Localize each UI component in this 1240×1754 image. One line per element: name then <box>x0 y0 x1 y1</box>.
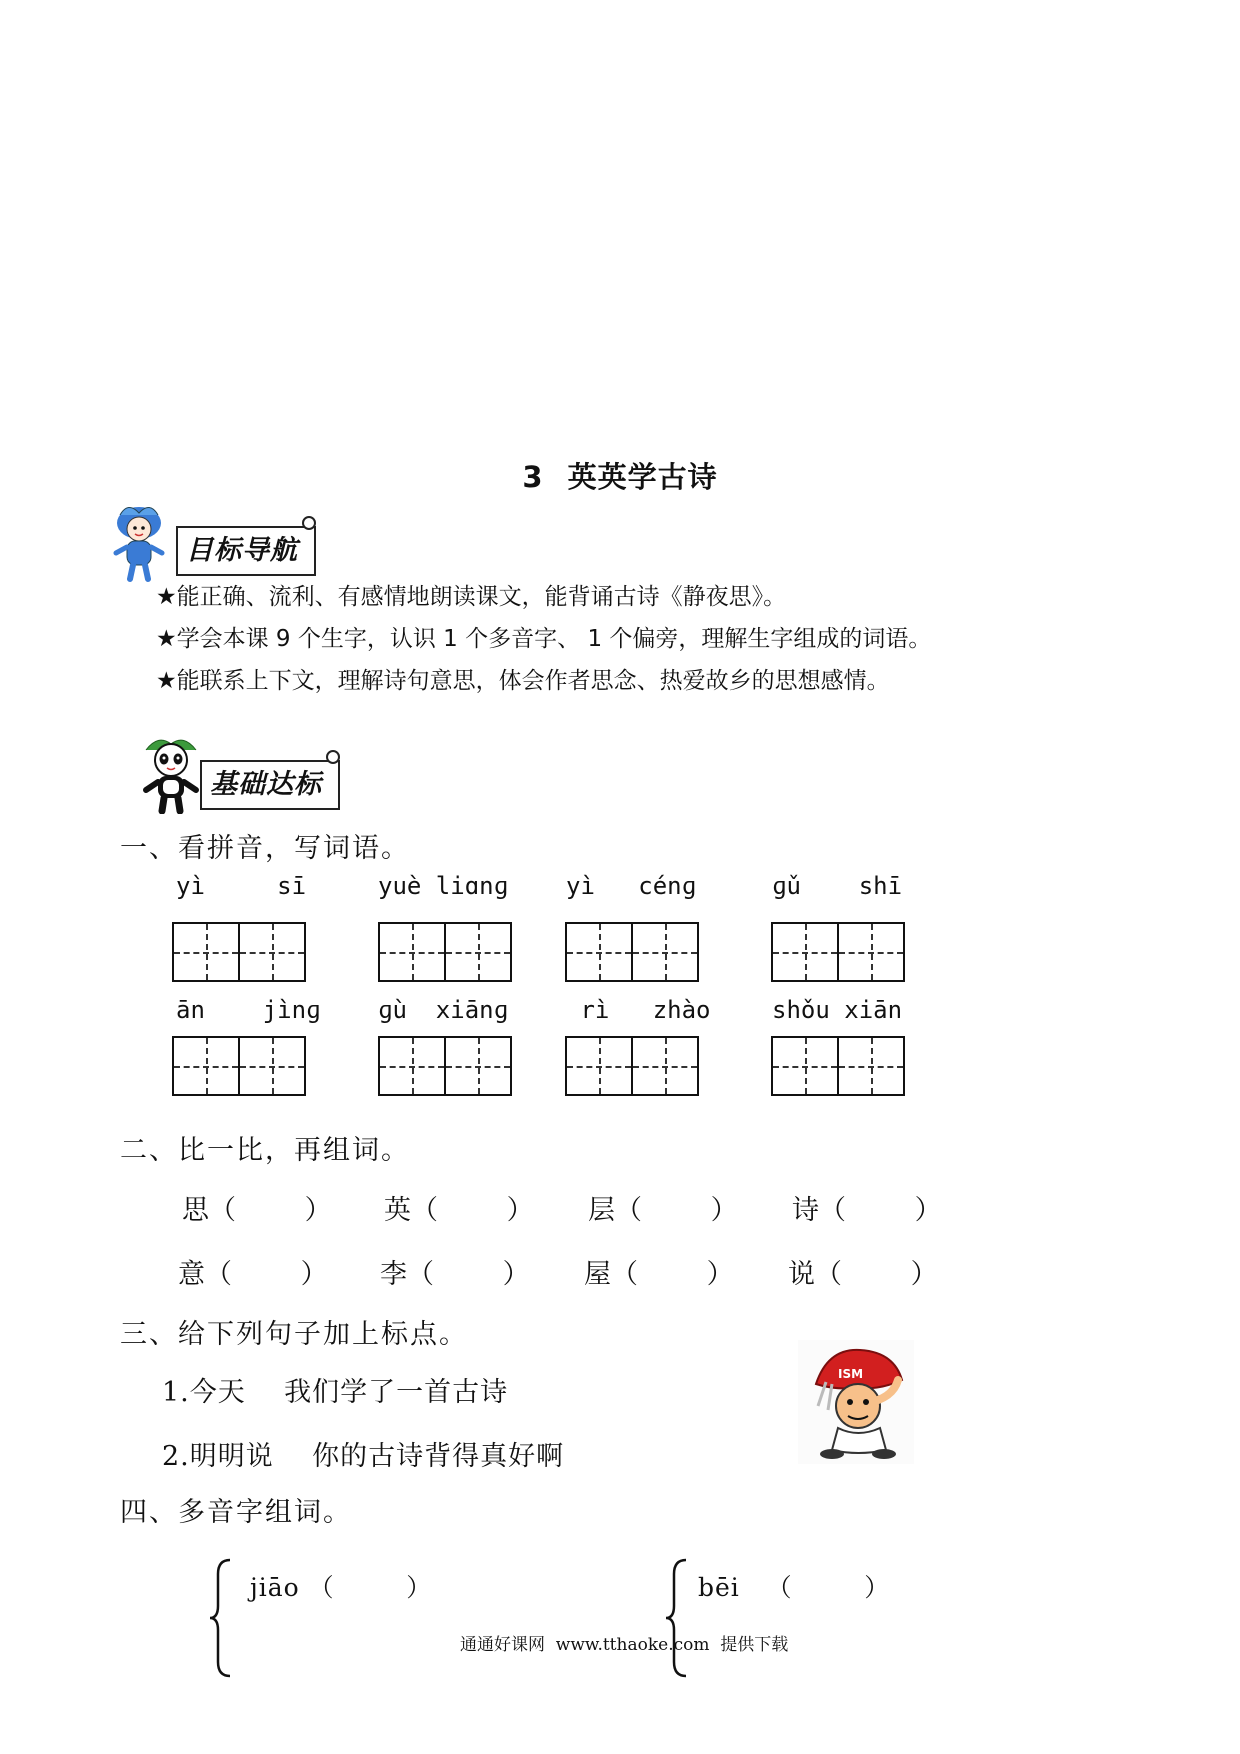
goals-mascot-icon <box>108 503 170 583</box>
pinyin-label: ɡǔ shī <box>772 872 903 900</box>
goals-banner <box>176 526 316 576</box>
basics-banner <box>200 760 340 810</box>
footer-watermark: 通通好课网 www.tthaoke.com 提供下载 <box>460 1635 789 1655</box>
writing-grid[interactable] <box>771 922 905 982</box>
pinyin-label: yuè liɑnɡ <box>378 872 509 900</box>
goal-item-2: ★学会本课 9 个生字，认识 1 个多音字、 1 个偏旁，理解生字组成的词语。 <box>156 626 932 652</box>
sentence-1: 1.今天 我们学了一首古诗 <box>162 1377 509 1408</box>
pinyin-label: yì cénɡ <box>566 872 697 900</box>
sentence-2: 2.明明说 你的古诗背得真好啊 <box>162 1441 565 1472</box>
q2-heading: 二、比一比，再组词。 <box>120 1135 410 1166</box>
q4-heading: 四、多音字组词。 <box>120 1497 352 1528</box>
pinyin-label: ɡù xiānɡ <box>378 996 509 1024</box>
lesson-title: 英英学古诗 <box>567 460 718 494</box>
writing-grid[interactable] <box>565 1036 699 1096</box>
writing-grid[interactable] <box>172 1036 306 1096</box>
svg-text:ISM: ISM <box>838 1367 864 1381</box>
compare-item: 意（ ） <box>178 1259 328 1290</box>
compare-item: 层（ ） <box>588 1195 738 1226</box>
compare-item: 说（ ） <box>788 1259 938 1290</box>
pinyin-label: ān jìnɡ <box>176 996 321 1024</box>
goal-item-3: ★能联系上下文，理解诗句意思，体会作者思念、热爱故乡的思想感情。 <box>156 668 890 694</box>
writing-grid[interactable] <box>565 922 699 982</box>
polyphone-left: jiāo （ ） <box>250 1573 433 1602</box>
q1-heading: 一、看拼音，写词语。 <box>120 833 410 864</box>
compare-item: 李（ ） <box>380 1259 530 1290</box>
cartoon-boy-icon <box>798 1340 914 1464</box>
goals-banner-label: 目标导航 <box>186 535 298 566</box>
page-title <box>0 455 1240 496</box>
panda-mascot-icon <box>138 734 204 814</box>
pinyin-label: shǒu xiān <box>772 996 903 1024</box>
compare-item: 诗（ ） <box>792 1195 942 1226</box>
basics-banner-label: 基础达标 <box>210 769 322 800</box>
pinyin-label: rì zhào <box>566 996 711 1024</box>
left-brace-icon <box>208 1558 234 1678</box>
writing-grid[interactable] <box>378 922 512 982</box>
q3-heading: 三、给下列句子加上标点。 <box>120 1319 468 1350</box>
writing-grid[interactable] <box>378 1036 512 1096</box>
compare-item: 英（ ） <box>384 1195 534 1226</box>
compare-item: 思（ ） <box>182 1195 332 1226</box>
pinyin-label: yì sī <box>176 872 307 900</box>
writing-grid[interactable] <box>172 922 306 982</box>
polyphone-right: bēi （ ） <box>698 1573 891 1602</box>
banner-curl-icon <box>302 516 316 530</box>
lesson-number: 3 <box>522 460 544 494</box>
compare-item: 屋（ ） <box>584 1259 734 1290</box>
banner-curl-icon <box>326 750 340 764</box>
goal-item-1: ★能正确、流利、有感情地朗读课文，能背诵古诗《静夜思》。 <box>156 584 787 610</box>
right-brace-icon <box>664 1558 690 1678</box>
writing-grid[interactable] <box>771 1036 905 1096</box>
